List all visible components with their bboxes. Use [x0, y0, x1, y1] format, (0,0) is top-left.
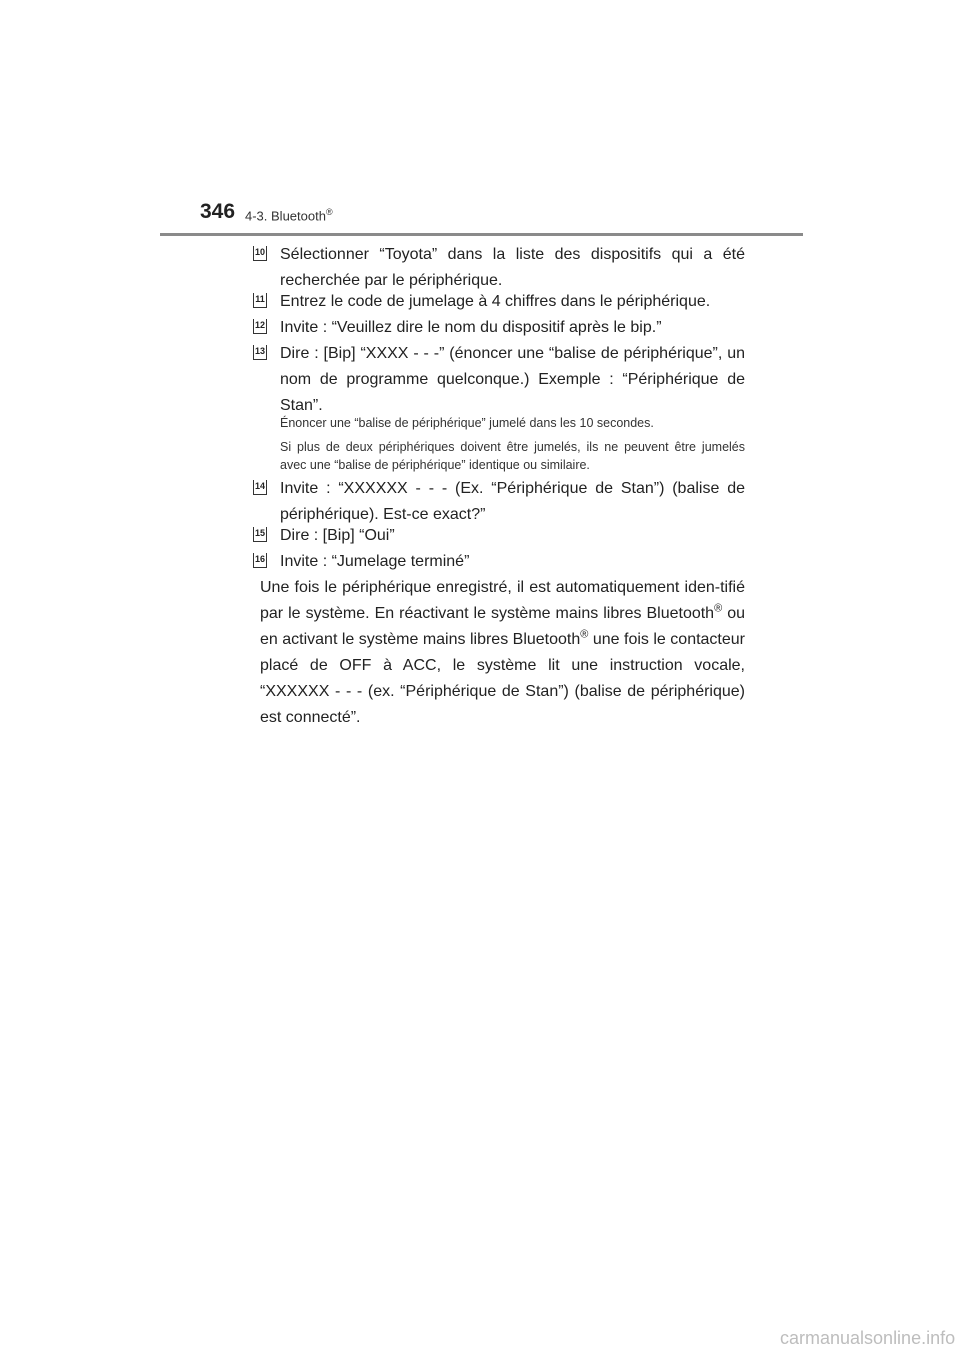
step-15 — [253, 523, 745, 549]
step-11 — [253, 289, 745, 315]
step-text: Invite : “Veuillez dire le nom du dispositif après le bip.” — [280, 319, 662, 336]
step-number-badge: 12 — [253, 319, 267, 334]
step-16 — [253, 549, 745, 575]
registered-mark: ® — [580, 628, 589, 641]
step-text: Dire : [Bip] “XXXX - - -” (énoncer une “balise de périphérique”, un nom de programme quelconque.) Exemple : “Périphérique de Stan”. — [280, 345, 745, 414]
note-multiple-devices: Si plus de deux périphériques doivent être jumelés, ils ne peuvent être jumelés avec une “balise de périphérique” identique ou similaire. — [280, 440, 745, 472]
step-number-badge: 13 — [253, 345, 267, 360]
step-14 — [253, 476, 745, 528]
closing-text-1: Une fois le périphérique enregistré, il est automatiquement iden-tifié par le système. En réactivant le système mains libres Bluetooth — [260, 579, 745, 622]
step-text: Entrez le code de jumelage à 4 chiffres dans le périphérique. — [280, 293, 711, 310]
registered-mark: ® — [325, 207, 333, 217]
closing-text-3: une fois le contacteur placé de OFF à ACC, le système lit une instruction vocale, “XXXXXX - - - (ex. “Périphérique de Stan”) (balise de périphérique) est connecté”. — [260, 631, 746, 726]
step-number-badge: 10 — [253, 246, 267, 261]
step-text: Invite : “Jumelage terminé” — [280, 553, 470, 570]
step-10 — [253, 242, 745, 294]
step-number-badge: 16 — [253, 553, 267, 568]
registered-mark: ® — [714, 602, 723, 615]
step-number-badge: 11 — [253, 293, 267, 308]
closing-paragraph — [260, 575, 745, 731]
watermark: carmanualsonline.info — [780, 1328, 956, 1348]
step-text: Sélectionner “Toyota” dans la liste des dispositifs qui a été recherchée par le périphérique. — [280, 246, 745, 289]
step-number-badge: 14 — [253, 480, 267, 495]
step-number-badge: 15 — [253, 527, 267, 542]
closing-text-2: ou en activant le système mains libres Bluetooth — [260, 605, 745, 648]
step-text: Dire : [Bip] “Oui” — [280, 527, 395, 544]
page-number: 346 — [200, 200, 236, 223]
step-text: Invite : “XXXXXX - - - (Ex. “Périphérique de Stan”) (balise de périphérique). Est-ce exact?” — [280, 480, 745, 523]
step-12 — [253, 315, 745, 341]
section-title-text: 4-3. Bluetooth — [245, 208, 326, 224]
step-13 — [253, 341, 745, 419]
header-divider — [160, 233, 803, 236]
section-title — [245, 207, 333, 223]
note-timing: Énoncer une “balise de périphérique” jumelé dans les 10 secondes. — [280, 416, 654, 430]
